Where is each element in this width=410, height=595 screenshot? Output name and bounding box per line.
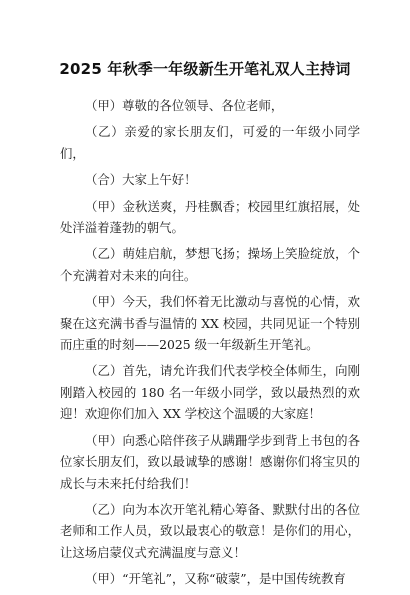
paragraph: （乙）首先，请允许我们代表学校全体师生，向刚刚踏入校园的 180 名一年级小同学，致以最热烈的欢迎！欢迎你们加入 XX 学校这个温暖的大家庭！	[60, 363, 360, 422]
paragraph: （乙）萌娃启航，梦想飞扬；操场上笑脸绽放，个个充满着对未来的向往。	[60, 246, 360, 283]
paragraph: （甲）向悉心陪伴孩子从蹒跚学步到背上书包的各位家长朋友们，致以最诚挚的感谢！感谢你们将宝贝的成长与未来托付给我们！	[60, 432, 360, 491]
document-title: 2025 年秋季一年级新生开笔礼双人主持词	[59, 60, 351, 78]
paragraph: （甲）尊敬的各位领导、各位老师，	[85, 98, 284, 113]
paragraph: （甲）今天，我们怀着无比激动与喜悦的心情，欢聚在这充满书香与温情的 XX 校园，共同见证一个特别而庄重的时刻——2025 级一年级新生开笔礼。	[60, 294, 360, 353]
paragraph: （甲）“开笔礼”，又称“破蒙”，是中国传统教育	[85, 571, 346, 587]
document-body	[60, 95, 360, 595]
paragraph: （合）大家上午好！	[85, 172, 197, 188]
paragraph: （乙）向为本次开笔礼精心筹备、默默付出的各位老师和工作人员，致以最衷心的敬意！是你们的用心，让这场启蒙仪式充满温度与意义！	[60, 501, 360, 560]
paragraph: （甲）金秋送爽，丹桂飘香；校园里红旗招展，处处洋溢着蓬勃的朝气。	[60, 198, 360, 236]
paragraph: （乙）亲爱的家长朋友们，可爱的一年级小同学们，	[60, 124, 360, 161]
